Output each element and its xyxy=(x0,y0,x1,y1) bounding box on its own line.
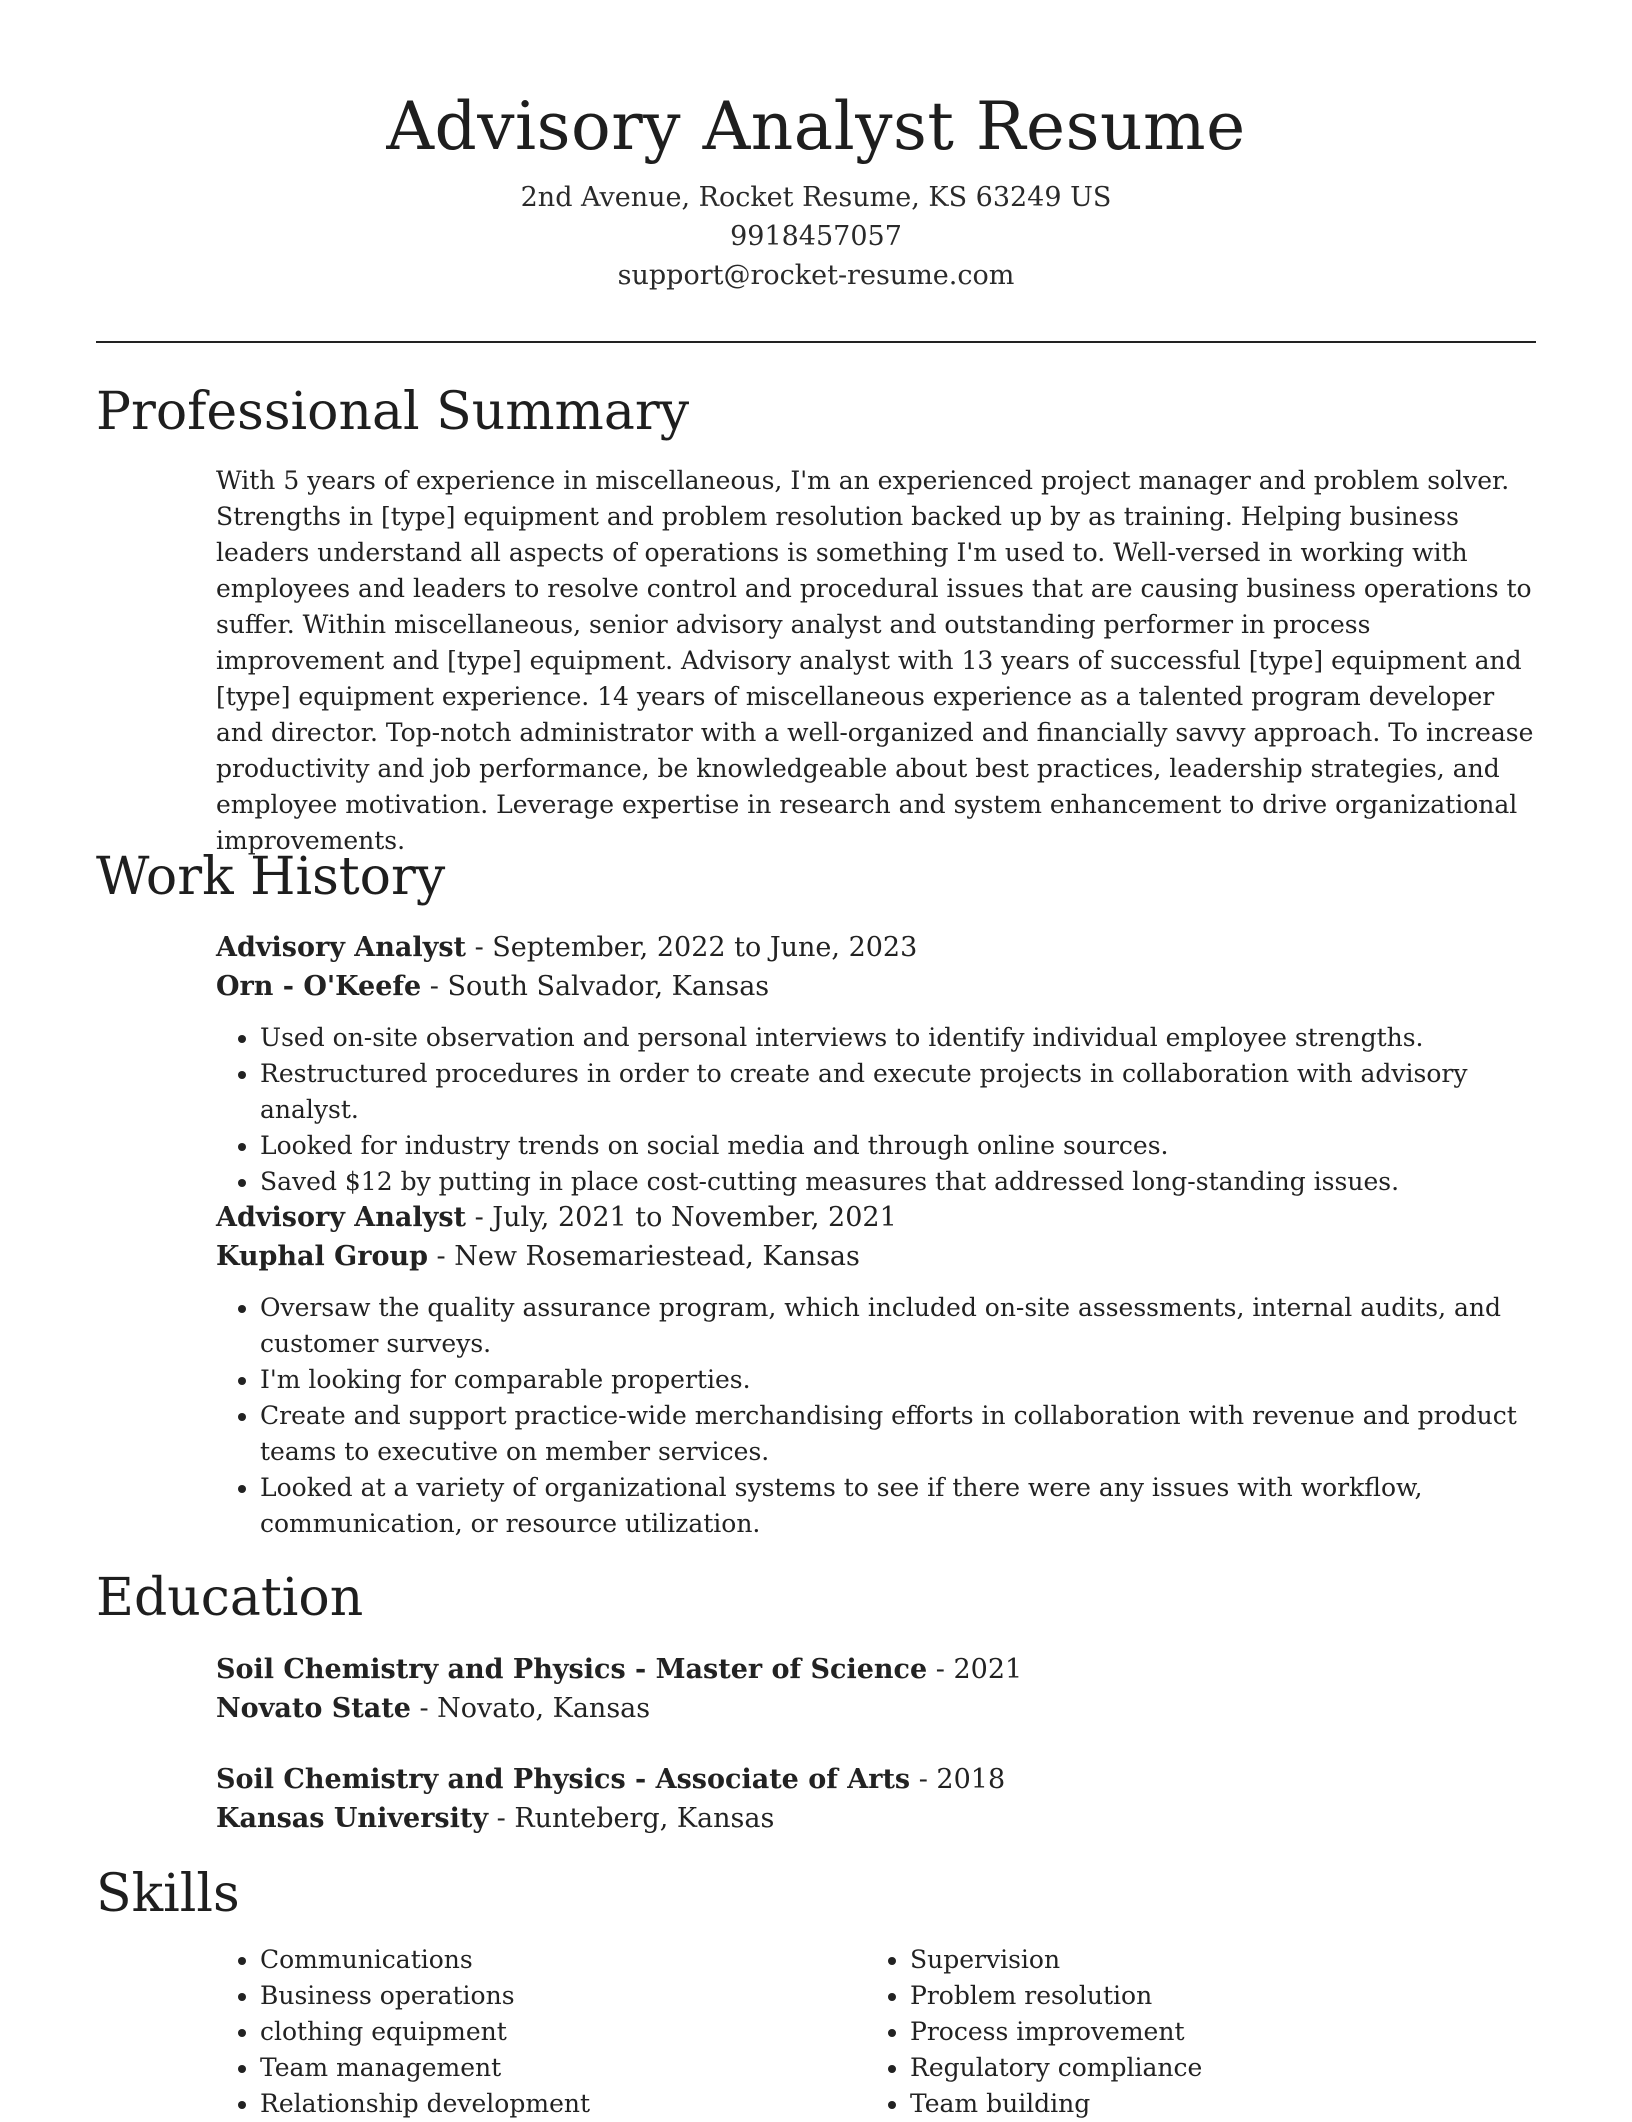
resume-header xyxy=(96,84,1536,295)
education-year: - 2021 xyxy=(927,1654,1023,1685)
job-dates: - September, 2022 to June, 2023 xyxy=(466,932,918,963)
contact-phone: 9918457057 xyxy=(730,221,902,252)
skill-item: • Process improvement xyxy=(910,2014,1486,2050)
skill-item: • Regulatory compliance xyxy=(910,2050,1486,2086)
job-bullets xyxy=(216,1290,1536,1542)
education-school: Novato State xyxy=(216,1693,411,1724)
job-bullet: • Oversaw the quality assurance program, which included on-site assessments, internal audits, and customer surveys. xyxy=(260,1290,1536,1362)
education-year: - 2018 xyxy=(910,1764,1006,1795)
skill-item: • Supervision xyxy=(910,1942,1486,1978)
job-entry-2 xyxy=(216,1198,1536,1542)
education-degree-line xyxy=(216,1760,1536,1799)
education-location: - Novato, Kansas xyxy=(410,1693,651,1724)
skill-item: • Relationship development xyxy=(260,2086,836,2122)
skills-column-right xyxy=(866,1942,1486,2122)
skill-item: • clothing equipment xyxy=(260,2014,836,2050)
job-location: - South Salvador, Kansas xyxy=(421,971,770,1002)
job-title-line xyxy=(216,928,1536,967)
skills-bullets-left xyxy=(216,1942,836,2122)
job-company: Orn - O'Keefe xyxy=(216,971,422,1002)
header-divider xyxy=(96,341,1536,343)
contact-address: 2nd Avenue, Rocket Resume, KS 63249 US xyxy=(520,182,1112,213)
work-history-heading: Work History xyxy=(96,847,446,907)
job-dates: - July, 2021 to November, 2021 xyxy=(466,1202,897,1233)
job-bullet: • Looked for industry trends on social media and through online sources. xyxy=(260,1128,1536,1164)
job-bullet: • Saved $12 by putting in place cost-cutting measures that addressed long-standing issues. xyxy=(260,1164,1536,1200)
skills-list xyxy=(216,1942,1536,2118)
job-company-line xyxy=(216,967,1536,1006)
job-bullet: • Used on-site observation and personal interviews to identify individual employee strengths. xyxy=(260,1020,1536,1056)
education-school-line xyxy=(216,1689,1536,1728)
skill-item: • Communications xyxy=(260,1942,836,1978)
skill-item: • Team management xyxy=(260,2050,836,2086)
job-location: - New Rosemariestead, Kansas xyxy=(427,1241,860,1272)
job-title: Advisory Analyst xyxy=(216,932,466,963)
job-entry-1 xyxy=(216,928,1536,1200)
contact-info xyxy=(96,178,1536,295)
education-location: - Runteberg, Kansas xyxy=(488,1803,775,1834)
education-field: Soil Chemistry and Physics xyxy=(216,1654,626,1685)
job-bullet: • Create and support practice-wide merchandising efforts in collaboration with revenue and product teams to executive on member services. xyxy=(260,1398,1536,1470)
skill-item: • Problem resolution xyxy=(910,1978,1486,2014)
skills-column-left xyxy=(216,1942,836,2122)
skill-item: • Team building xyxy=(910,2086,1486,2122)
education-heading: Education xyxy=(96,1568,364,1628)
education-school: Kansas University xyxy=(216,1803,489,1834)
job-bullet: • Looked at a variety of organizational systems to see if there were any issues with workflow, communication, or resource utilization. xyxy=(260,1470,1536,1542)
job-title-line xyxy=(216,1198,1536,1237)
education-degree: - Associate of Arts xyxy=(625,1764,911,1795)
contact-email: support@rocket-resume.com xyxy=(617,260,1015,291)
job-bullet: • I'm looking for comparable properties. xyxy=(260,1362,1536,1398)
summary-text: With 5 years of experience in miscellaneous, I'm an experienced project manager and problem solver. Strengths in [type] equipment and problem resolution backed up by as training. Helping business leaders understand all aspects of operations is something I'm used to. Well-versed in working with employees and leaders to resolve control and procedural issues that are causing business operations to suffer. Within miscellaneous, senior advisory analyst and outstanding performer in process improvement and [type] equipment. Advisory analyst with 13 years of successful [type] equipment and [type] equipment experience. 14 years of miscellaneous experience as a talented program developer and director. Top-notch administrator with a well-organized and financially savvy approach. To increase productivity and job performance, be knowledgeable about best practices, leadership strategies, and employee motivation. Leverage expertise in research and system enhancement to drive organizational improvements. xyxy=(216,466,1534,855)
education-entry-1 xyxy=(216,1650,1536,1728)
skills-heading: Skills xyxy=(96,1864,240,1924)
job-bullets xyxy=(216,1020,1536,1200)
summary-heading: Professional Summary xyxy=(96,382,690,442)
education-field: Soil Chemistry and Physics xyxy=(216,1764,626,1795)
job-company: Kuphal Group xyxy=(216,1241,428,1272)
skills-bullets-right xyxy=(866,1942,1486,2122)
education-school-line xyxy=(216,1799,1536,1838)
education-degree: - Master of Science xyxy=(625,1654,928,1685)
education-degree-line xyxy=(216,1650,1536,1689)
skill-item: • Business operations xyxy=(260,1978,836,2014)
job-bullet: • Restructured procedures in order to create and execute projects in collaboration with advisory analyst. xyxy=(260,1056,1536,1128)
job-company-line xyxy=(216,1237,1536,1276)
job-title: Advisory Analyst xyxy=(216,1202,466,1233)
education-entry-2 xyxy=(216,1760,1536,1838)
resume-title: Advisory Analyst Resume xyxy=(386,88,1246,165)
